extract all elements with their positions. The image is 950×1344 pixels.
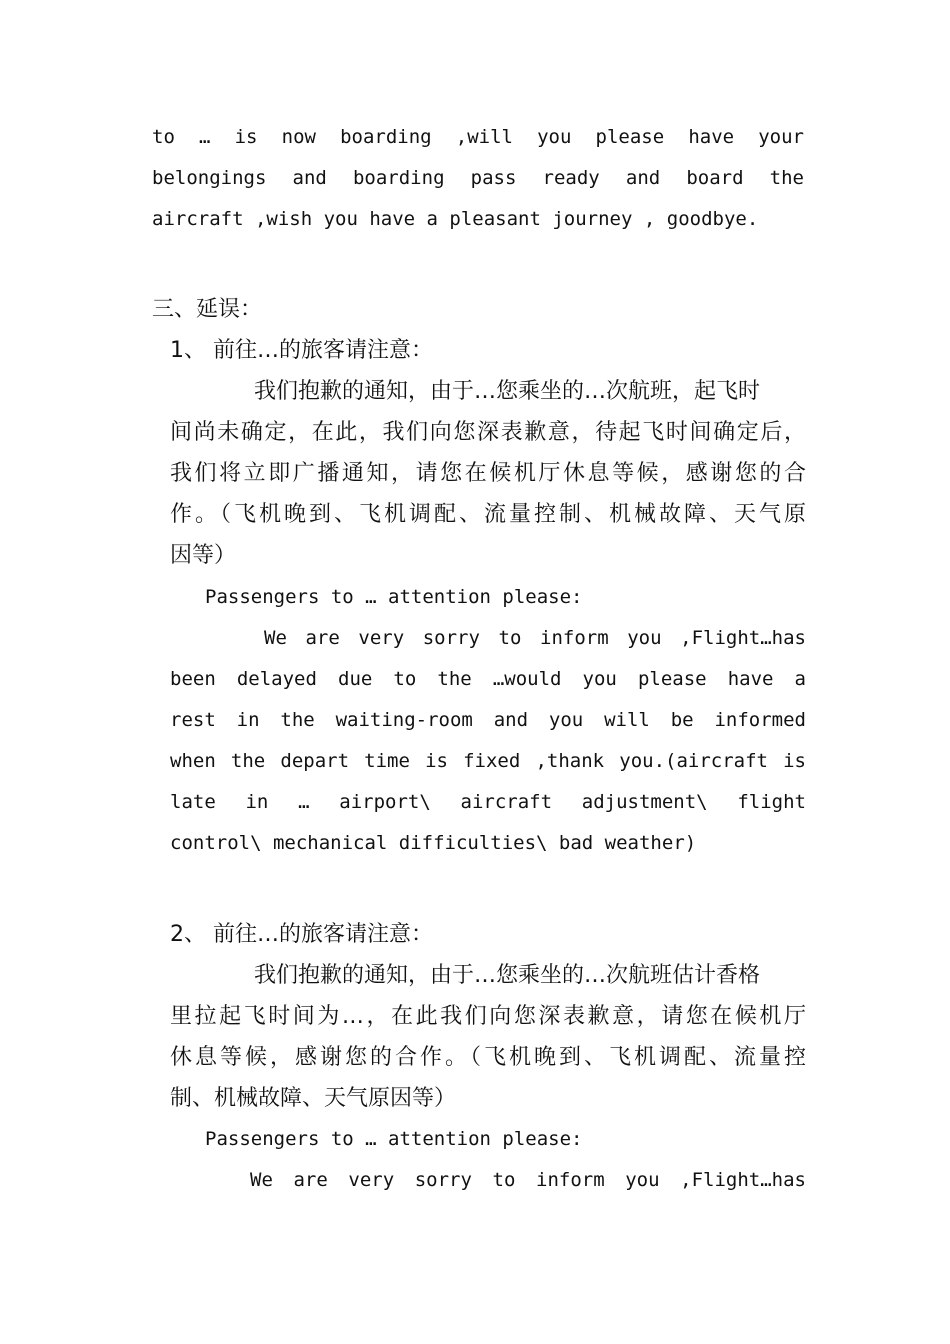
item2-zh-line-4: 制、机械故障、天气原因等） <box>170 1086 457 1111</box>
item1-en-line-1: We are very sorry to inform you ,Flight…has <box>264 627 806 649</box>
item1-en-line-5: late in … airport\ aircraft adjustment\ flight <box>170 791 806 813</box>
item1-title: 1、 前往…的旅客请注意： <box>170 338 433 363</box>
section-heading-delay: 三、延误： <box>152 297 263 322</box>
item1-zh-line-4: 作。（飞机晚到、飞机调配、流量控制、机械故障、天气原 <box>170 502 806 527</box>
item2-title: 2、 前往…的旅客请注意： <box>170 922 433 947</box>
item1-en-line-2: been delayed due to the …would you please have a <box>170 668 806 690</box>
item2-zh-line-2: 里拉起飞时间为…，在此我们向您深表歉意，请您在候机厅 <box>170 1004 806 1029</box>
item2-zh-line-3: 休息等候，感谢您的合作。（飞机晚到、飞机调配、流量控 <box>170 1045 806 1070</box>
item1-zh-line-3: 我们将立即广播通知，请您在候机厅休息等候，感谢您的合 <box>170 461 806 486</box>
boarding-text-line-1: to … is now boarding ,will you please have your <box>152 126 804 148</box>
item1-en-greeting: Passengers to … attention please: <box>205 586 583 608</box>
item1-zh-line-5: 因等） <box>170 543 237 568</box>
item1-en-line-4: when the depart time is fixed ,thank you.(aircraft is <box>170 750 806 772</box>
item2-en-greeting: Passengers to … attention please: <box>205 1128 583 1150</box>
item2-en-line-1: We are very sorry to inform you ,Flight…has <box>250 1169 806 1191</box>
boarding-text-line-3: aircraft ,wish you have a pleasant journey , goodbye. <box>152 208 759 230</box>
item2-zh-line-1: 我们抱歉的通知，由于…您乘坐的…次航班估计香格 <box>254 963 761 988</box>
item1-zh-line-1: 我们抱歉的通知，由于…您乘坐的…次航班，起飞时 <box>254 379 761 404</box>
boarding-text-line-2: belongings and boarding pass ready and board the <box>152 167 804 189</box>
item1-en-line-6: control\ mechanical difficulties\ bad weather) <box>170 832 697 854</box>
item1-en-line-3: rest in the waiting-room and you will be informed <box>170 709 806 731</box>
item1-zh-line-2: 间尚未确定，在此，我们向您深表歉意，待起飞时间确定后， <box>170 420 806 445</box>
